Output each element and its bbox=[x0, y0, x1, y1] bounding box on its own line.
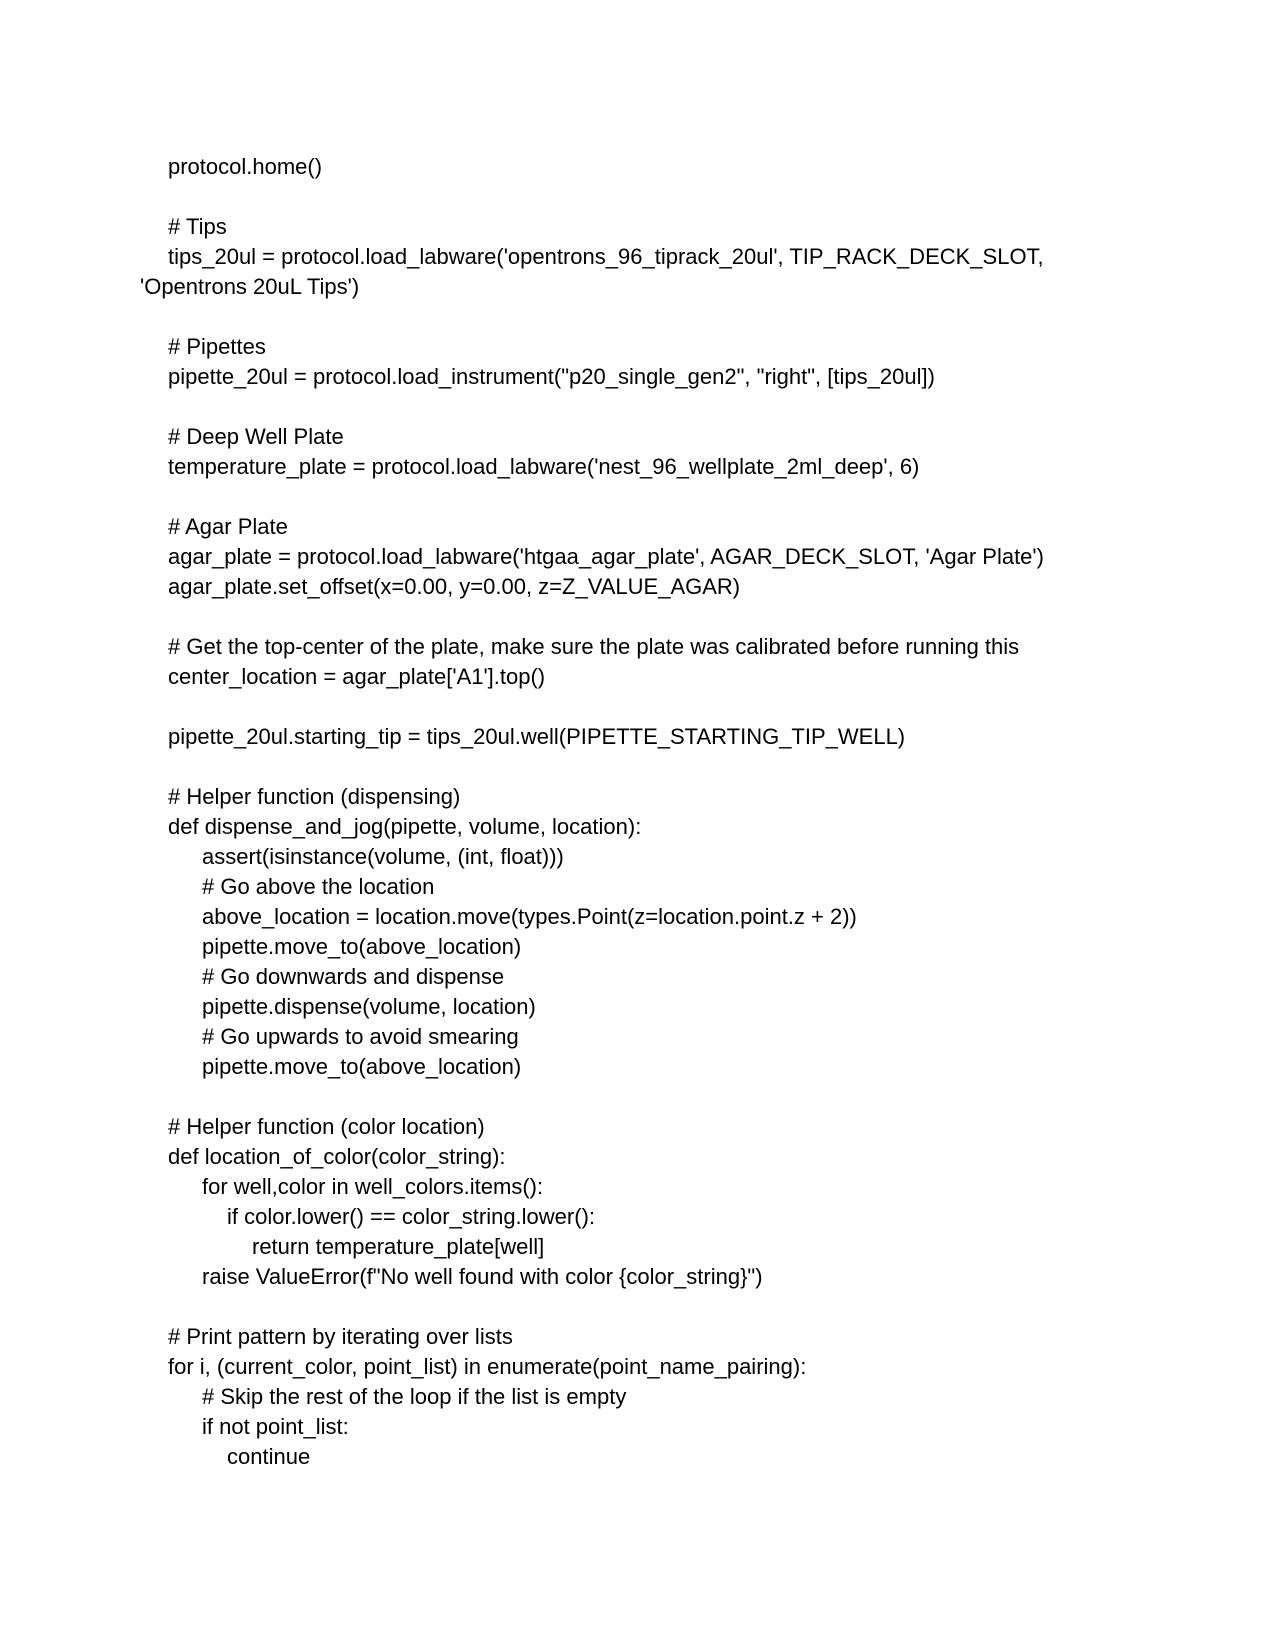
code-line: pipette.move_to(above_location) bbox=[202, 1054, 522, 1079]
code-line: pipette_20ul.starting_tip = tips_20ul.well(PIPETTE_STARTING_TIP_WELL) bbox=[168, 724, 906, 749]
code-blank-line bbox=[140, 302, 1215, 332]
code-line: continue bbox=[227, 1444, 311, 1469]
code-block bbox=[140, 152, 1215, 1472]
code-blank-line bbox=[140, 692, 1215, 722]
code-blank-line bbox=[140, 182, 1215, 212]
code-line: # Get the top-center of the plate, make sure the plate was calibrated before running this bbox=[168, 634, 1020, 659]
code-line: # Helper function (color location) bbox=[168, 1114, 485, 1139]
code-line: raise ValueError(f"No well found with color {color_string}") bbox=[202, 1264, 763, 1289]
code-line: pipette.move_to(above_location) bbox=[202, 934, 522, 959]
code-blank-line bbox=[140, 392, 1215, 422]
code-line: # Deep Well Plate bbox=[168, 424, 344, 449]
code-blank-line bbox=[140, 1292, 1215, 1322]
code-line: pipette.dispense(volume, location) bbox=[202, 994, 536, 1019]
code-line: agar_plate.set_offset(x=0.00, y=0.00, z=Z_VALUE_AGAR) bbox=[168, 574, 741, 599]
code-line: if color.lower() == color_string.lower(): bbox=[227, 1204, 596, 1229]
code-line: # Print pattern by iterating over lists bbox=[168, 1324, 513, 1349]
code-line: for i, (current_color, point_list) in enumerate(point_name_pairing): bbox=[168, 1354, 807, 1379]
code-line: temperature_plate = protocol.load_labware('nest_96_wellplate_2ml_deep', 6) bbox=[168, 454, 920, 479]
code-line: # Agar Plate bbox=[168, 514, 288, 539]
code-blank-line bbox=[140, 482, 1215, 512]
code-line: agar_plate = protocol.load_labware('htgaa_agar_plate', AGAR_DECK_SLOT, 'Agar Plate') bbox=[168, 544, 1044, 569]
code-line: def dispense_and_jog(pipette, volume, location): bbox=[168, 814, 642, 839]
code-line: pipette_20ul = protocol.load_instrument("p20_single_gen2", "right", [tips_20ul]) bbox=[168, 364, 935, 389]
code-line: def location_of_color(color_string): bbox=[168, 1144, 506, 1169]
code-line: above_location = location.move(types.Point(z=location.point.z + 2)) bbox=[202, 904, 857, 929]
code-line: # Go above the location bbox=[202, 874, 435, 899]
code-line: # Go upwards to avoid smearing bbox=[202, 1024, 519, 1049]
code-line: assert(isinstance(volume, (int, float))) bbox=[202, 844, 564, 869]
code-line: 'Opentrons 20uL Tips') bbox=[140, 274, 360, 299]
code-line: protocol.home() bbox=[168, 154, 323, 179]
code-line: center_location = agar_plate['A1'].top() bbox=[168, 664, 546, 689]
code-line: # Pipettes bbox=[168, 334, 266, 359]
code-line: return temperature_plate[well] bbox=[252, 1234, 545, 1259]
code-line: for well,color in well_colors.items(): bbox=[202, 1174, 544, 1199]
code-line: tips_20ul = protocol.load_labware('opentrons_96_tiprack_20ul', TIP_RACK_DECK_SLOT, bbox=[168, 244, 1044, 269]
code-line: # Tips bbox=[168, 214, 227, 239]
code-line: # Go downwards and dispense bbox=[202, 964, 505, 989]
code-line: if not point_list: bbox=[202, 1414, 349, 1439]
code-blank-line bbox=[140, 602, 1215, 632]
code-line: # Skip the rest of the loop if the list is empty bbox=[202, 1384, 627, 1409]
code-line: # Helper function (dispensing) bbox=[168, 784, 461, 809]
code-blank-line bbox=[140, 1082, 1215, 1112]
code-blank-line bbox=[140, 752, 1215, 782]
